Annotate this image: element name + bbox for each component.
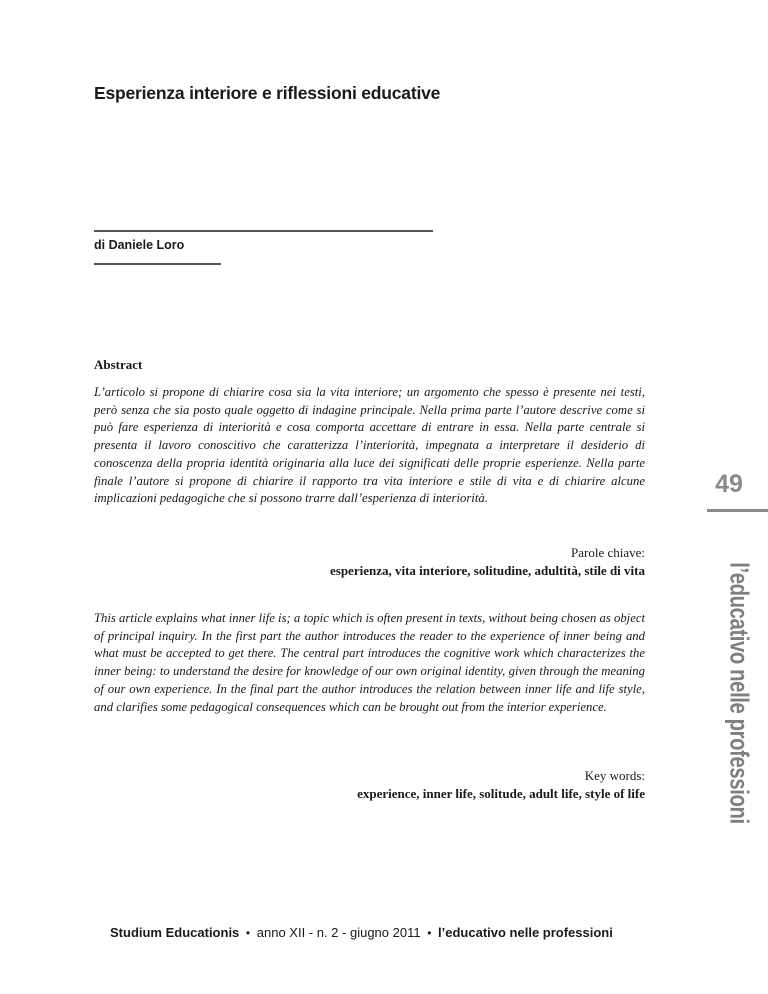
sidebar-section-text: l’educativo nelle professioni [724, 561, 755, 824]
english-keywords-label: Key words: [584, 768, 645, 783]
abstract-english: This article explains what inner life is; a topic which is often present in texts, without being chosen as object of principal inquiry. In the first part the author introduces the reader to the experience of inner being and what must be accepted to get there. The central part introduces the cognitive work which characterizes the inner being: to understand the desire for knowledge of our own original identity, given through the meaning of our own experience. In the final part the author introduces the relation between inner life and life style, and clarifies some pedagogical consequences which can be brought out from the interior experience. [94, 611, 645, 714]
footer-bullet: • [245, 926, 251, 940]
author-rule-top [94, 230, 433, 232]
sidebar-section-title [724, 525, 755, 860]
footer-bullet: • [427, 926, 432, 940]
page-footer [110, 925, 613, 940]
footer-journal: Studium Educationis [110, 925, 240, 940]
italian-keywords-list: esperienza, vita interiore, solitudine, adultità, stile di vita [330, 562, 645, 578]
italian-keywords-label: Parole chiave: [571, 545, 645, 560]
footer-issue: anno XII - n. 2 - giugno 2011 [256, 925, 421, 940]
author-rule-bottom [94, 263, 221, 265]
italian-keywords [330, 544, 645, 579]
sidebar-rule [707, 509, 768, 512]
author-name: di Daniele Loro [94, 238, 185, 252]
footer-section: l’educativo nelle professioni [438, 925, 613, 940]
article-title: Esperienza interiore e riflessioni educative [94, 83, 441, 103]
english-keywords [357, 767, 645, 802]
english-keywords-list: experience, inner life, solitude, adult life, style of life [357, 785, 645, 801]
abstract-heading: Abstract [94, 357, 143, 372]
page-number: 49 [715, 470, 743, 498]
sidebar-section-wrap [724, 520, 755, 865]
abstract-italian: L’articolo si propone di chiarire cosa sia la vita interiore; un argomento che spesso è presente nei testi, però senza che sia posto quale oggetto di indagine principale. Nella prima parte l’autore descrive come si può fare esperienza di interiorità e cosa comporta accettare di entrare in essa. Nella parte centrale si presenta il lavoro conoscitivo che caratterizza l’interiorità, impegnata a interpretare il desiderio di conoscenza della propria identità originaria alla luce dei significati delle proprie esperienze. Nella parte finale l’autore si propone di chiarire il rapporto tra vita interiore e stile di vita e di chiarire alcune implicazioni pedagogiche che si possono trarre dall’esperienza di interiorità. [94, 385, 645, 506]
